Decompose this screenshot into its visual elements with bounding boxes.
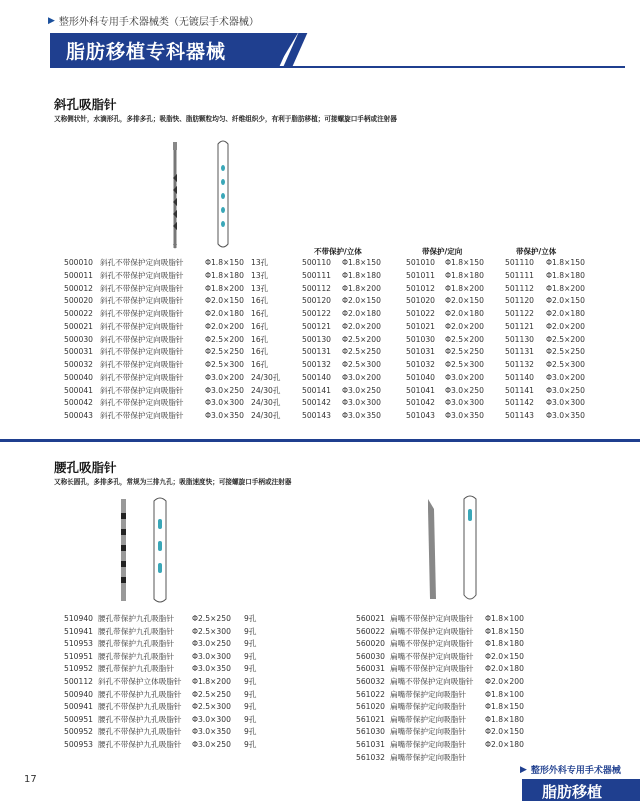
product-spec: Φ3.0×300	[192, 651, 231, 661]
product-code: 500020	[64, 296, 93, 306]
product-spec: Φ2.0×150	[342, 296, 381, 306]
arrow-icon: ▶	[48, 15, 55, 26]
product-spec: Φ1.8×150	[445, 258, 484, 267]
product-code: 500111	[302, 270, 331, 280]
product-code: 501030	[406, 334, 435, 344]
section2-title: 腰孔吸脂针	[54, 460, 117, 475]
hole-count: 24/30孔	[251, 372, 281, 382]
hole-count: 9孔	[244, 626, 257, 636]
product-spec: Φ3.0×300	[546, 398, 585, 408]
product-name: 扁嘴带保护定向吸脂针	[390, 752, 466, 762]
hole-count: 13孔	[251, 283, 269, 293]
product-code: 560022	[356, 626, 385, 636]
product-name: 扁嘴带保护定向吸脂针	[390, 714, 466, 724]
product-code: 510951	[64, 651, 93, 661]
hole-count: 9孔	[244, 702, 257, 712]
product-spec: Φ1.8×150	[342, 258, 381, 267]
product-name: 腰孔带保护九孔吸脂针	[98, 614, 174, 623]
product-name: 斜孔不带保护定向吸脂针	[100, 309, 184, 318]
product-code: 500120	[302, 296, 331, 306]
hole-count: 9孔	[244, 651, 257, 661]
product-name: 腰孔不带保护九孔吸脂针	[98, 689, 182, 699]
product-code: 501111	[505, 270, 534, 280]
product-name: 斜孔不带保护定向吸脂针	[100, 283, 184, 293]
product-code: 500140	[302, 372, 331, 382]
product-name: 斜孔不带保护定向吸脂针	[100, 258, 184, 267]
product-code: 501141	[505, 385, 534, 395]
hole-count: 9孔	[244, 664, 257, 674]
product-spec: Φ1.8×200	[445, 283, 484, 293]
product-code: 510941	[64, 626, 93, 636]
product-code: 501031	[406, 347, 435, 357]
hole-count: 9孔	[244, 614, 257, 623]
product-code: 561022	[356, 689, 385, 699]
product-name: 扁嘴带保护定向吸脂针	[390, 702, 466, 712]
product-code: 500112	[302, 283, 331, 293]
product-spec: Φ2.0×180	[205, 309, 244, 318]
product-spec: Φ1.8×200	[192, 677, 231, 686]
product-spec: Φ1.8×150	[205, 258, 244, 267]
cannula-tube-icon	[218, 141, 228, 247]
product-code: 500112	[64, 677, 93, 686]
product-code: 501143	[505, 411, 534, 420]
product-name: 斜孔不带保护定向吸脂针	[100, 270, 184, 280]
product-name: 腰孔不带保护九孔吸脂针	[98, 714, 182, 724]
product-code: 500952	[64, 727, 93, 737]
product-code: 500031	[64, 347, 93, 357]
product-code: 560032	[356, 677, 385, 686]
product-code: 500042	[64, 398, 93, 408]
product-spec: Φ2.5×200	[546, 334, 585, 344]
product-spec: Φ2.5×200	[205, 334, 244, 344]
product-spec: Φ2.0×180	[546, 309, 585, 318]
product-code: 501120	[505, 296, 534, 306]
product-spec: Φ2.5×300	[205, 360, 244, 369]
product-spec: Φ3.0×250	[192, 740, 231, 749]
product-spec: Φ2.5×250	[205, 347, 244, 357]
col-header-3: 带保护/立体	[516, 247, 557, 256]
arrow-icon: ▶	[520, 764, 527, 775]
product-code: 561020	[356, 702, 385, 712]
product-name: 腰孔不带保护九孔吸脂针	[98, 740, 182, 749]
product-name: 扁嘴不带保护定向吸脂针	[390, 651, 474, 661]
product-spec: Φ2.0×150	[485, 651, 524, 661]
hole-count: 16孔	[251, 347, 269, 357]
product-code: 500142	[302, 398, 331, 408]
product-spec: Φ2.0×180	[342, 309, 381, 318]
product-spec: Φ3.0×250	[445, 385, 484, 395]
product-code: 500121	[302, 321, 331, 331]
product-code: 500941	[64, 702, 93, 712]
product-spec: Φ2.5×200	[342, 334, 381, 344]
product-name: 腰孔不带保护九孔吸脂针	[98, 702, 182, 712]
product-code: 501032	[406, 360, 435, 369]
product-code: 501042	[406, 398, 435, 408]
product-spec: Φ2.0×200	[205, 321, 244, 331]
hole-count: 9孔	[244, 714, 257, 724]
product-code: 500010	[64, 258, 93, 267]
product-code: 500012	[64, 283, 93, 293]
product-spec: Φ3.0×300	[342, 398, 381, 408]
product-spec: Φ1.8×150	[546, 258, 585, 267]
hole-count: 16孔	[251, 321, 269, 331]
hole-count: 9孔	[244, 689, 257, 699]
product-code: 560031	[356, 664, 385, 674]
product-spec: Φ3.0×350	[192, 664, 231, 674]
product-code: 501142	[505, 398, 534, 408]
product-spec: Φ3.0×350	[205, 411, 244, 420]
product-code: 501121	[505, 321, 534, 331]
product-spec: Φ3.0×300	[445, 398, 484, 408]
product-spec: Φ3.0×300	[205, 398, 244, 408]
product-code: 561021	[356, 714, 385, 724]
product-spec: Φ1.8×180	[445, 270, 484, 280]
product-code: 560020	[356, 639, 385, 649]
hole-count: 16孔	[251, 360, 269, 369]
hole-count: 24/30孔	[251, 385, 281, 395]
product-spec: Φ3.0×250	[192, 639, 231, 649]
product-code: 500130	[302, 334, 331, 344]
product-spec: Φ3.0×250	[546, 385, 585, 395]
product-name: 扁嘴不带保护定向吸脂针	[390, 677, 474, 686]
product-name: 斜孔不带保护立体吸脂针	[98, 677, 182, 686]
product-spec: Φ1.8×180	[205, 270, 244, 280]
hole-count: 9孔	[244, 677, 257, 686]
product-spec: Φ3.0×250	[342, 385, 381, 395]
product-name: 斜孔不带保护定向吸脂针	[100, 296, 184, 306]
product-code: 501112	[505, 283, 534, 293]
product-name: 斜孔不带保护定向吸脂针	[100, 347, 184, 357]
product-spec: Φ1.8×200	[342, 283, 381, 293]
hole-count: 16孔	[251, 309, 269, 318]
product-spec: Φ1.8×200	[205, 283, 244, 293]
product-spec: Φ2.0×150	[445, 296, 484, 306]
product-code: 501022	[406, 309, 435, 318]
product-spec: Φ2.0×180	[445, 309, 484, 318]
product-spec: Φ2.0×180	[485, 664, 524, 674]
product-spec: Φ2.5×300	[546, 360, 585, 369]
product-name: 腰孔带保护九孔吸脂针	[98, 639, 174, 649]
product-name: 腰孔带保护九孔吸脂针	[98, 664, 174, 674]
product-name: 扁嘴不带保护定向吸脂针	[390, 626, 474, 636]
product-code: 501130	[505, 334, 534, 344]
product-spec: Φ3.0×350	[546, 411, 585, 420]
waist-cannula-illustration	[110, 495, 180, 605]
product-name: 斜孔不带保护定向吸脂针	[100, 398, 184, 408]
product-spec: Φ2.5×250	[342, 347, 381, 357]
product-spec: Φ2.0×200	[546, 321, 585, 331]
product-spec: Φ2.0×150	[205, 296, 244, 306]
flat-tube-icon	[464, 496, 476, 599]
product-spec: Φ2.5×300	[192, 702, 231, 712]
product-spec: Φ1.8×150	[485, 626, 524, 636]
product-spec: Φ1.8×100	[485, 614, 524, 623]
hole-count: 9孔	[244, 639, 257, 649]
product-code: 501131	[505, 347, 534, 357]
cannula-needle-icon	[173, 142, 177, 249]
product-code: 560030	[356, 651, 385, 661]
product-spec: Φ2.5×250	[445, 347, 484, 357]
product-spec: Φ2.0×180	[485, 740, 524, 749]
header-rule	[50, 66, 625, 68]
product-spec: Φ2.5×250	[546, 347, 585, 357]
product-name: 扁嘴不带保护定向吸脂针	[390, 614, 474, 623]
product-code: 500953	[64, 740, 93, 749]
product-code: 500131	[302, 347, 331, 357]
product-code: 560021	[356, 614, 385, 623]
product-spec: Φ3.0×200	[205, 372, 244, 382]
product-spec: Φ1.8×150	[485, 702, 524, 712]
product-code: 500011	[64, 270, 93, 280]
col-header-2: 带保护/定向	[422, 247, 463, 256]
breadcrumb-text: 整形外科专用手术器械类（无镀层手术器械）	[58, 17, 259, 28]
section2-desc: 又称长圆孔，多排多孔，常规为三排九孔；吸脂速度快；可接螺旋口手柄或注射器	[54, 478, 292, 486]
product-code: 500032	[64, 360, 93, 369]
product-code: 501012	[406, 283, 435, 293]
product-code: 500141	[302, 385, 331, 395]
section-divider	[0, 439, 640, 442]
hole-count: 13孔	[251, 258, 269, 267]
product-code: 501140	[505, 372, 534, 382]
product-name: 斜孔不带保护定向吸脂针	[100, 385, 184, 395]
product-code: 500940	[64, 689, 93, 699]
section1-title: 斜孔吸脂针	[54, 97, 117, 112]
product-spec: Φ2.0×200	[342, 321, 381, 331]
hole-count: 9孔	[244, 727, 257, 737]
product-code: 561032	[356, 752, 385, 762]
product-name: 扁嘴带保护定向吸脂针	[390, 740, 466, 749]
product-code: 501011	[406, 270, 435, 280]
product-spec: Φ3.0×200	[546, 372, 585, 382]
product-code: 500041	[64, 385, 93, 395]
product-code: 561031	[356, 740, 385, 749]
col-header-1: 不带保护/立体	[314, 247, 362, 256]
product-code: 500043	[64, 411, 93, 420]
product-spec: Φ2.0×200	[485, 677, 524, 686]
flat-cannula-illustration	[410, 495, 490, 605]
hole-count: 16孔	[251, 334, 269, 344]
product-name: 扁嘴不带保护定向吸脂针	[390, 664, 474, 674]
product-spec: Φ2.0×200	[445, 321, 484, 331]
product-spec: Φ3.0×350	[342, 411, 381, 420]
product-name: 斜孔不带保护定向吸脂针	[100, 372, 184, 382]
hole-count: 24/30孔	[251, 398, 281, 408]
product-name: 斜孔不带保护定向吸脂针	[100, 334, 184, 344]
product-name: 扁嘴带保护定向吸脂针	[390, 727, 466, 737]
product-spec: Φ1.8×200	[546, 283, 585, 293]
product-code: 501132	[505, 360, 534, 369]
flat-needle-icon	[428, 499, 436, 599]
product-name: 扁嘴不带保护定向吸脂针	[390, 639, 474, 649]
product-code: 501021	[406, 321, 435, 331]
product-name: 斜孔不带保护定向吸脂针	[100, 321, 184, 331]
waist-tube-icon	[154, 498, 166, 602]
product-code: 510952	[64, 664, 93, 674]
product-spec: Φ1.8×180	[485, 639, 524, 649]
product-code: 501020	[406, 296, 435, 306]
hole-count: 9孔	[244, 740, 257, 749]
product-name: 扁嘴带保护定向吸脂针	[390, 689, 466, 699]
product-spec: Φ1.8×100	[485, 689, 524, 699]
product-spec: Φ2.5×250	[192, 614, 231, 623]
product-code: 501041	[406, 385, 435, 395]
product-name: 斜孔不带保护定向吸脂针	[100, 411, 184, 420]
product-spec: Φ1.8×180	[342, 270, 381, 280]
product-code: 500143	[302, 411, 331, 420]
product-spec: Φ3.0×350	[192, 727, 231, 737]
product-spec: Φ2.5×300	[445, 360, 484, 369]
product-code: 501122	[505, 309, 534, 318]
product-spec: Φ1.8×180	[485, 714, 524, 724]
footer-banner-text: 脂肪移植	[542, 783, 603, 801]
hole-count: 13孔	[251, 270, 269, 280]
product-code: 500951	[64, 714, 93, 724]
hole-count: 16孔	[251, 296, 269, 306]
section1-desc: 又称侧状针，水滴形孔，多排多孔；吸脂快、脂肪颗粒均匀、纤维组织少，有利于脂肪移植；可接螺旋口手柄或注射器	[54, 115, 397, 123]
product-spec: Φ3.0×350	[445, 411, 484, 420]
product-code: 500030	[64, 334, 93, 344]
product-code: 500110	[302, 258, 331, 267]
product-name: 腰孔不带保护九孔吸脂针	[98, 727, 182, 737]
cannula-illustration	[160, 140, 240, 250]
page-title: 脂肪移植专科器械	[66, 41, 227, 63]
product-code: 510940	[64, 614, 93, 623]
product-spec: Φ2.5×200	[445, 334, 484, 344]
product-spec: Φ2.5×300	[192, 626, 231, 636]
breadcrumb	[48, 13, 259, 28]
product-code: 510953	[64, 639, 93, 649]
product-code: 500132	[302, 360, 331, 369]
product-code: 561030	[356, 727, 385, 737]
product-code: 500122	[302, 309, 331, 318]
product-spec: Φ3.0×200	[342, 372, 381, 382]
product-code: 501010	[406, 258, 435, 267]
product-code: 500040	[64, 372, 93, 382]
waist-needle-icon	[121, 499, 126, 601]
product-spec: Φ1.8×180	[546, 270, 585, 280]
product-spec: Φ2.5×250	[192, 689, 231, 699]
product-code: 501110	[505, 258, 534, 267]
product-spec: Φ2.0×150	[485, 727, 524, 737]
product-spec: Φ2.5×300	[342, 360, 381, 369]
product-name: 腰孔带保护九孔吸脂针	[98, 626, 174, 636]
product-spec: Φ3.0×200	[445, 372, 484, 382]
product-name: 腰孔带保护九孔吸脂针	[98, 651, 174, 661]
product-spec: Φ2.0×150	[546, 296, 585, 306]
product-spec: Φ3.0×300	[192, 714, 231, 724]
footer-label	[520, 763, 621, 776]
product-code: 501043	[406, 411, 435, 420]
footer-label-text: 整形外科专用手术器械	[530, 766, 621, 776]
hole-count: 24/30孔	[251, 411, 281, 420]
product-spec: Φ3.0×250	[205, 385, 244, 395]
product-code: 500021	[64, 321, 93, 331]
product-code: 500022	[64, 309, 93, 318]
product-code: 501040	[406, 372, 435, 382]
page-number: 17	[24, 774, 37, 785]
product-name: 斜孔不带保护定向吸脂针	[100, 360, 184, 369]
